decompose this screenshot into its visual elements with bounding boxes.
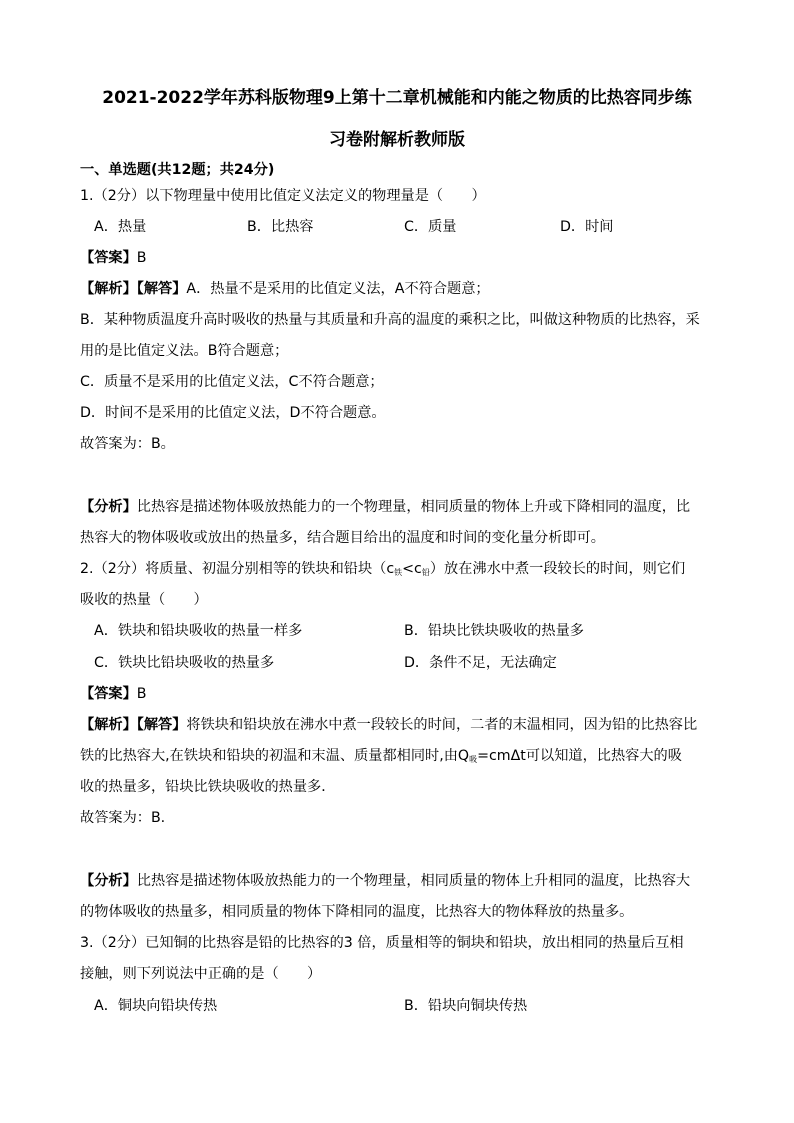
- explain-tag: 【解析】【解答】: [80, 281, 187, 297]
- q1-explain-line4: C．质量不是采用的比值定义法，C不符合题意；: [80, 374, 384, 390]
- q2-stem-line2: 吸收的热量（ ）: [80, 592, 208, 608]
- page-title-line1: 2021-2022学年苏科版物理9上第十二章机械能和内能之物质的比热容同步练: [102, 88, 692, 108]
- q1-analysis-line1: 【分析】比热容是描述物体吸放热能力的一个物理量，相同质量的物体上升或下降相同的温度，比: [80, 499, 691, 515]
- q1-answer: [80, 248, 147, 268]
- q2-analysis-line1: 【分析】比热容是描述物体吸放热能力的一个物理量，相同质量的物体上升相同的温度，比热容大: [80, 873, 691, 889]
- q1-explain-line5: D．时间不是采用的比值定义法，D不符合题意。: [80, 405, 386, 421]
- q1-answer-value: B: [136, 250, 147, 266]
- q1-option-c: C．质量: [404, 219, 457, 235]
- q1-option-b: B．比热容: [247, 219, 314, 235]
- q2-explain-line4: 故答案为：B.: [80, 810, 166, 826]
- q1-explain-line2: B．某种物质温度升高时吸收的热量与其质量和升高的温度的乘积之比，叫做这种物质的比热容，采: [80, 312, 700, 328]
- q1-stem: 1.（2分）以下物理量中使用比值定义法定义的物理量是（ ）: [80, 188, 486, 204]
- page-title-line2: 习卷附解析教师版: [329, 130, 465, 150]
- q1-explain-line3: 用的是比值定义法。B符合题意；: [80, 343, 289, 359]
- q3-stem-line2: 接触，则下列说法中正确的是（ ）: [80, 966, 322, 982]
- q2-explain-line1: 【解析】【解答】将铁块和铅块放在沸水中煮一段较长的时间，二者的末温相同，因为铅的比热容比: [80, 717, 698, 733]
- section-heading: 一、单选题(共12题；共24分): [80, 162, 275, 178]
- q2-option-c: C．铁块比铅块吸收的热量多: [94, 655, 275, 671]
- q3-stem-line1: 3.（2分）已知铜的比热容是铅的比热容的3 倍，质量相等的铜块和铅块，放出相同的热量后互相: [80, 935, 684, 951]
- q1-explain-line6: 故答案为：B。: [80, 436, 175, 452]
- q1-option-d: D．时间: [560, 219, 614, 235]
- analysis-tag: 【分析】: [80, 499, 137, 515]
- q2-answer: 【答案】B: [80, 686, 147, 702]
- answer-tag: 【答案】: [80, 250, 137, 266]
- q2-stem-line1: 2.（2分）将质量、初温分别相等的铁块和铅块$(c_铁<c_铅)$放在沸水中煮一段较长的时间，则它们: [80, 561, 686, 577]
- q2-option-a: A．铁块和铅块吸收的热量一样多: [94, 623, 303, 639]
- q2-answer-value: B: [136, 686, 147, 702]
- q2-option-d: D．条件不足，无法确定: [404, 655, 557, 671]
- q3-option-a: A．铜块向铅块传热: [94, 998, 218, 1014]
- q2-explain-line2: 铁的比热容大,在铁块和铅块的初温和末温、质量都相同时,由$Q_吸=cm\Delta t$可以知道，比热容大的吸: [80, 748, 682, 764]
- q2-option-b: B．铅块比铁块吸收的热量多: [404, 623, 584, 639]
- q1-analysis-line2: 热容大的物体吸收或放出的热量多，结合题目给出的温度和时间的变化量分析即可。: [80, 530, 605, 546]
- q2-explain-line3: 收的热量多，铅块比铁块吸收的热量多．: [80, 779, 336, 795]
- q2-analysis-line2: 的物体吸收的热量多，相同质量的物体下降相同的温度，比热容大的物体释放的热量多。: [80, 904, 634, 920]
- q1-option-a: A．热量: [94, 219, 147, 235]
- q1-explain-line1: 【解析】【解答】A．热量不是采用的比值定义法，A不符合题意；: [80, 281, 490, 297]
- q3-option-b: B．铅块向铜块传热: [404, 998, 528, 1014]
